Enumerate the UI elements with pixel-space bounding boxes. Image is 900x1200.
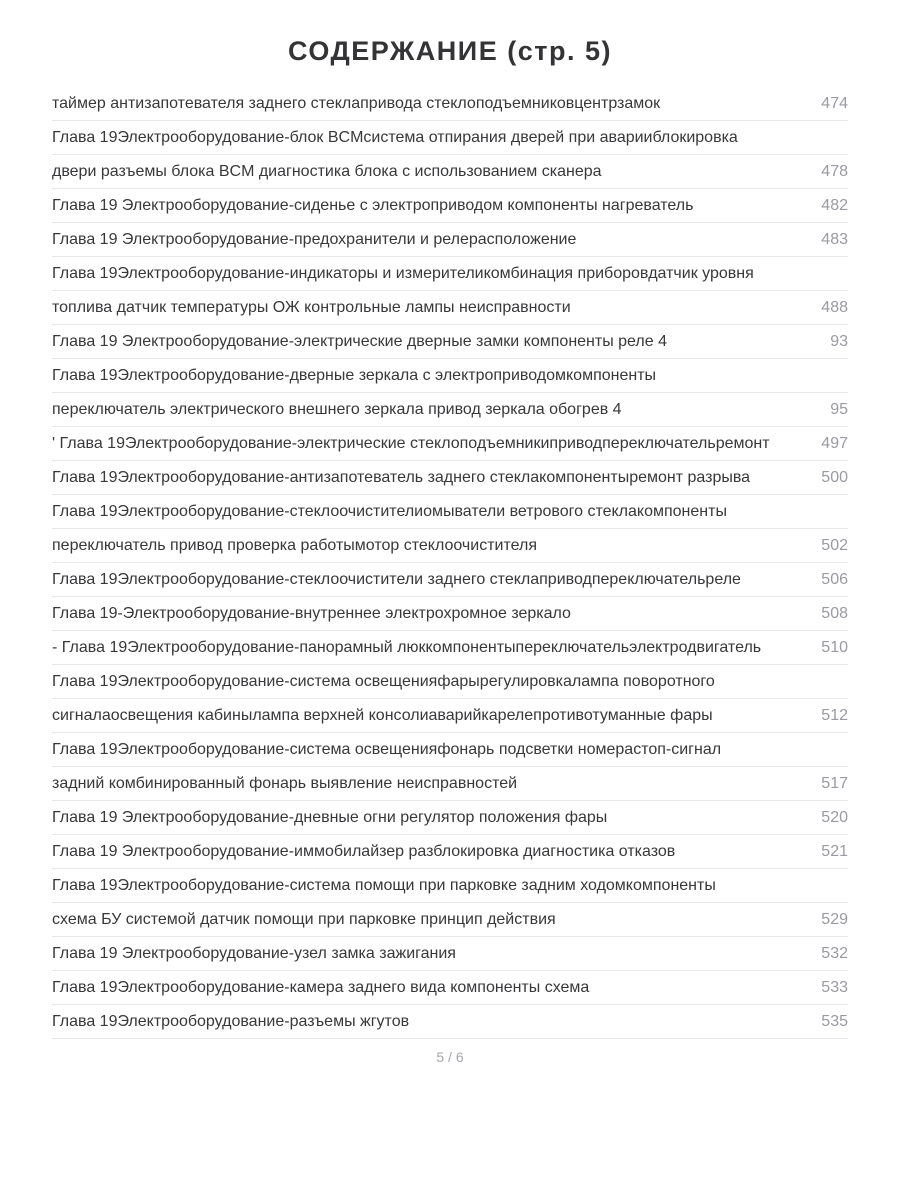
toc-entry[interactable]	[52, 631, 848, 665]
toc-entry-text: Глава 19-Электрооборудование-внутреннее электрохромное зеркало	[52, 605, 571, 622]
toc-entry-page: 482	[821, 197, 848, 214]
toc-entry[interactable]	[52, 393, 848, 427]
toc-entry-page: 532	[821, 945, 848, 962]
toc-entry-text: Глава 19Электрооборудование-стеклоочистителиомыватели ветрового стеклакомпоненты	[52, 503, 727, 520]
toc-entry[interactable]	[52, 971, 848, 1005]
toc-entry-page: 520	[821, 809, 848, 826]
toc-entry[interactable]	[52, 835, 848, 869]
toc-entry-text: Глава 19Электрооборудование-система помощи при парковке задним ходомкомпоненты	[52, 877, 716, 894]
toc-entry-text: задний комбинированный фонарь выявление неисправностей	[52, 775, 518, 792]
page-title: СОДЕРЖАНИЕ (стр. 5)	[288, 36, 612, 66]
toc-entry-text: переключатель электрического внешнего зеркала привод зеркала обогрев 4	[52, 401, 622, 418]
toc-entry[interactable]	[52, 87, 848, 121]
toc-entry[interactable]	[52, 801, 848, 835]
toc-entry-page: 512	[821, 707, 848, 724]
toc-entry-text: Глава 19Электрооборудование-система освещенияфарырегулировкалампа поворотного	[52, 673, 715, 690]
toc-entry-text: двери разъемы блока BCM диагностика блока с использованием сканера	[52, 163, 602, 180]
toc-entry-page: 533	[821, 979, 848, 996]
toc-entry-text: Глава 19 Электрооборудование-электрические дверные замки компоненты реле 4	[52, 333, 667, 350]
toc-entry[interactable]	[52, 563, 848, 597]
toc-entry-text: таймер антизапотевателя заднего стеклапривода стеклоподъемниковцентрзамок	[52, 95, 661, 112]
toc-entry[interactable]	[52, 223, 848, 257]
toc-entry-text: Глава 19 Электрооборудование-сиденье с электроприводом компоненты нагреватель	[52, 197, 694, 214]
toc-entry[interactable]	[52, 325, 848, 359]
toc-entry-text: сигналаосвещения кабинылампа верхней консолиаварийкарелепротивотуманные фары	[52, 707, 713, 724]
toc-list	[52, 87, 848, 1039]
toc-entry[interactable]	[52, 699, 848, 733]
toc-entry-text: Глава 19Электрооборудование-разъемы жгутов	[52, 1013, 410, 1030]
toc-entry-page: 521	[821, 843, 848, 860]
toc-entry-page: 483	[821, 231, 848, 248]
toc-entry-page: 497	[821, 435, 848, 452]
toc-entry-text: Глава 19Электрооборудование-блок BCMсистема отпирания дверей при аварииблокировка	[52, 129, 738, 146]
toc-entry[interactable]	[52, 597, 848, 631]
toc-entry[interactable]	[52, 461, 848, 495]
toc-entry[interactable]	[52, 257, 848, 291]
toc-entry-text: Глава 19Электрооборудование-дверные зеркала с электроприводомкомпоненты	[52, 367, 657, 384]
toc-entry[interactable]	[52, 869, 848, 903]
toc-entry-text: Глава 19 Электрооборудование-дневные огни регулятор положения фары	[52, 809, 608, 826]
toc-entry[interactable]	[52, 665, 848, 699]
toc-entry[interactable]	[52, 767, 848, 801]
toc-entry-page: 506	[821, 571, 848, 588]
toc-entry-text: ' Глава 19Электрооборудование-электрические стеклоподъемникиприводпереключательремонт	[52, 435, 770, 452]
toc-entry-text: Глава 19Электрооборудование-антизапотеватель заднего стеклакомпонентыремонт разрыва	[52, 469, 751, 486]
toc-entry[interactable]	[52, 529, 848, 563]
toc-entry[interactable]	[52, 495, 848, 529]
toc-entry-text: схема БУ системой датчик помощи при парковке принцип действия	[52, 911, 556, 928]
toc-entry-page: 95	[830, 401, 848, 418]
toc-entry[interactable]	[52, 1005, 848, 1039]
toc-entry[interactable]	[52, 155, 848, 189]
toc-entry-text: Глава 19 Электрооборудование-предохранители и релерасположение	[52, 231, 577, 248]
toc-entry-page: 529	[821, 911, 848, 928]
toc-entry-text: Глава 19Электрооборудование-индикаторы и измерителикомбинация приборовдатчик уровня	[52, 265, 754, 282]
toc-entry[interactable]	[52, 903, 848, 937]
page-footer	[52, 1049, 848, 1079]
toc-entry-page: 517	[821, 775, 848, 792]
toc-entry[interactable]	[52, 359, 848, 393]
toc-entry[interactable]	[52, 189, 848, 223]
toc-entry-text: Глава 19Электрооборудование-система освещенияфонарь подсветки номерастоп-сигнал	[52, 741, 722, 758]
toc-entry-page: 535	[821, 1013, 848, 1030]
toc-entry-page: 500	[821, 469, 848, 486]
toc-entry-page: 488	[821, 299, 848, 316]
toc-entry[interactable]	[52, 937, 848, 971]
toc-entry[interactable]	[52, 427, 848, 461]
toc-entry-page: 474	[821, 95, 848, 112]
toc-entry-text: топлива датчик температуры ОЖ контрольные лампы неисправности	[52, 299, 571, 316]
toc-entry-text: - Глава 19Электрооборудование-панорамный люккомпонентыпереключательэлектродвигатель	[52, 639, 762, 656]
toc-entry-text: Глава 19Электрооборудование-камера заднего вида компоненты схема	[52, 979, 590, 996]
toc-entry-page: 510	[821, 639, 848, 656]
toc-entry[interactable]	[52, 291, 848, 325]
toc-entry[interactable]	[52, 121, 848, 155]
toc-entry-text: переключатель привод проверка работымотор стеклоочистителя	[52, 537, 537, 554]
toc-entry-text: Глава 19Электрооборудование-стеклоочистители заднего стеклаприводпереключательреле	[52, 571, 741, 588]
page-indicator: 5 / 6	[436, 1049, 464, 1065]
toc-entry-page: 93	[830, 333, 848, 350]
toc-entry-page: 478	[821, 163, 848, 180]
toc-entry-page: 502	[821, 537, 848, 554]
toc-entry-page: 508	[821, 605, 848, 622]
toc-entry-text: Глава 19 Электрооборудование-иммобилайзер разблокировка диагностика отказов	[52, 843, 676, 860]
toc-entry[interactable]	[52, 733, 848, 767]
toc-entry-text: Глава 19 Электрооборудование-узел замка зажигания	[52, 945, 456, 962]
